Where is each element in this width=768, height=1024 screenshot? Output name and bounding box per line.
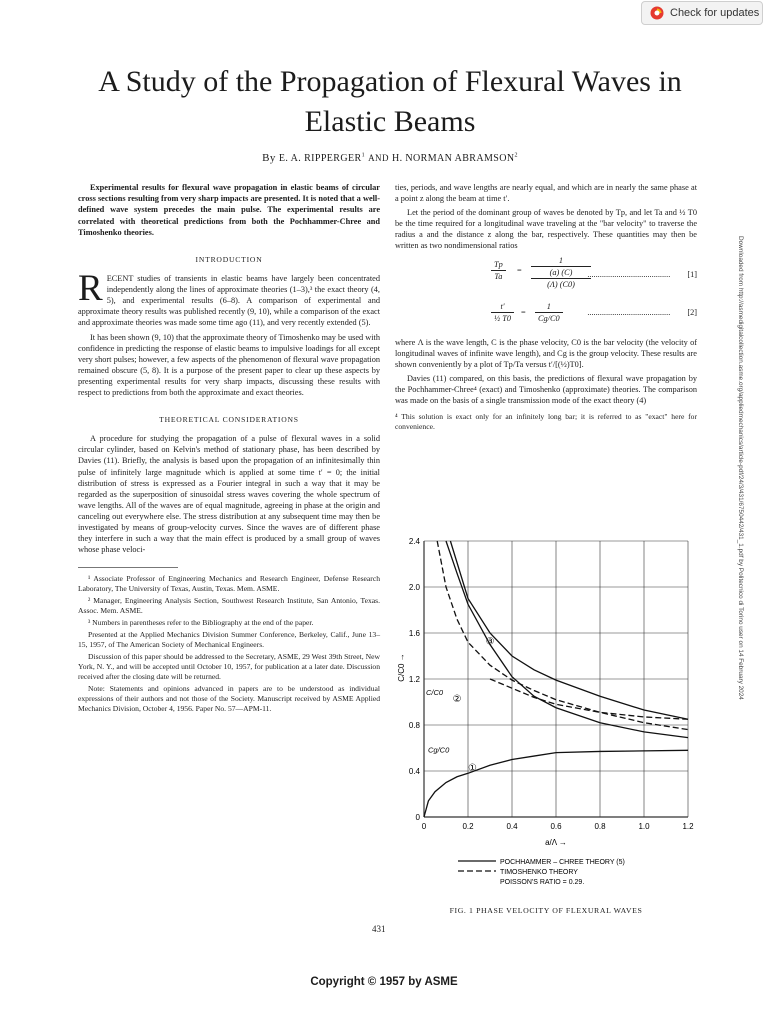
eq1-inner-denominator: (Λ) (C0): [547, 279, 575, 289]
footnotes: [78, 574, 380, 714]
disclaimer-note: Note: Statements and opinions advanced in papers are to be understood as individual expressions of their authors and not those of the Society. Manuscript received by ASME Applied Mechanics Division, October 4, 1956. Paper No. 57—APM-11.: [78, 684, 380, 714]
y-tick-label: 0.4: [408, 767, 420, 776]
eq2-lhs-numerator: t′: [491, 301, 514, 313]
eq2-rhs: [535, 301, 563, 324]
right-paragraph-2: Let the period of the dominant group of waves be denoted by Tp, and let Ta and ½ T0 be the time required for a longitudinal wave traveling at the "bar velocity" to traverse the radius a and the distance z along the bar, respectively. These quantities may then be written as two nondimensional ratios: [395, 208, 697, 251]
series-line-3: [446, 541, 688, 738]
introduction-paragraph-2: It has been shown (9, 10) that the approximate theory of Timoshenko may be used with confidence in predicting the response of elastic beams to impulsive loadings for all except very short pulses; however, a few aspects of the phenomenon of flexural wave propagation remained obscure (5, 8). It is a purpose of the present paper to clear up these aspects by presenting experimental results for very sharp impacts, discussing these results with respect to predictions from both the approximate and exact theories.: [78, 332, 380, 398]
series-line-2: [437, 541, 688, 730]
eq2-leader: ........................................ [2]: [587, 307, 697, 317]
eq1-numerator: 1: [531, 255, 591, 267]
equation-2: [395, 299, 697, 337]
eq2-equals: =: [521, 307, 526, 317]
crossmark-icon: [650, 6, 664, 20]
figure-caption: FIG. 1 PHASE VELOCITY OF FLEXURAL WAVES: [449, 906, 643, 915]
x-tick-label: 1.2: [682, 822, 694, 831]
right-paragraph-4: Davies (11) compared, on this basis, the predictions of flexural wave propagation by the Pochhammer-Chree⁴ (exact) and Timoshenko (approximate) theories. The comparison was made on the basis of a single transmission mode of the exact theory (4): [395, 373, 697, 406]
curve-label-cg: Cg/C0: [428, 745, 450, 755]
check-for-updates-label: Check for updates: [670, 7, 760, 19]
curve-label-2: ②: [452, 694, 462, 705]
eq2-numerator: 1: [535, 301, 563, 313]
curve-label-1: ①: [468, 763, 477, 774]
byline-and: AND: [368, 153, 389, 163]
download-note: Downloaded from http://asmedigitalcollection.asme.org/appliedmechanics/article-pdf/24/3/431/6750442/431_1.pdf by Politecnico di Torino user on 14 February 2024: [737, 236, 744, 700]
curve-label-3: ③: [485, 636, 495, 648]
y-axis-label: C/C0 →: [397, 653, 406, 682]
right-paragraph-3: where Λ is the wave length, C is the phase velocity, C0 is the bar velocity (the velocity of longitudinal waves of infinite wave length), and Cg is the group velocity. These results are shown conveniently by a plot of Tp/Ta versus t′/[(½)T0].: [395, 337, 697, 369]
y-tick-label: 1.6: [408, 629, 420, 638]
footnote-4: ⁴ This solution is exact only for an infinitely long bar; it is referred to as "exact" here for convenience.: [395, 412, 697, 432]
byline-by: By: [262, 152, 276, 164]
theory-heading: THEORETICAL CONSIDERATIONS: [159, 415, 299, 425]
eq1-rhs: [531, 255, 591, 290]
footnote-3: ³ Numbers in parentheses refer to the Bibliography at the end of the paper.: [88, 618, 314, 628]
introduction-paragraph-1: [78, 268, 380, 328]
page-number: 431: [372, 924, 386, 934]
y-tick-label: 2.4: [408, 537, 420, 546]
legend-note: POISSON'S RATIO = 0.29.: [500, 879, 585, 886]
x-tick-label: 1.0: [638, 822, 650, 831]
author-2-footnote-marker: 2: [514, 152, 518, 159]
abstract: [78, 182, 380, 238]
eq2-lhs-denominator: ½ T0: [494, 313, 512, 323]
x-tick-label: 0.6: [550, 822, 562, 831]
footnote-rule: [78, 567, 178, 574]
eq1-lhs-denominator: Ta: [494, 271, 503, 281]
byline: [60, 152, 720, 164]
footnote-1: ¹ Associate Professor of Engineering Mechanics and Research Engineer, Defense Research Laboratory, The University of Texas, Austin, Texas. Mem. ASME.: [78, 574, 380, 594]
introduction-paragraph-1-text: ECENT studies of transients in elastic beams have largely been concentrated independently along the lines of approximate theories (1–3),³ the exact theory (4, 5), and experimental results (6–8). A comparison of experimental and approximate theory results was published recently (9, 10), while a comparison of the exact and approximate theories was made some time ago (11), and very recently extended (5).: [78, 274, 380, 328]
legend-dashed-label: TIMOSHENKO THEORY: [500, 869, 578, 876]
author-1: E. A. RIPPERGER: [278, 153, 362, 164]
check-for-updates-button[interactable]: [641, 1, 763, 25]
x-tick-label: 0.8: [594, 822, 606, 831]
series-line-4: [450, 541, 688, 719]
eq1-equals: =: [517, 265, 522, 275]
phase-velocity-chart: [396, 533, 696, 903]
author-1-footnote-marker: 1: [361, 152, 365, 159]
x-tick-label: 0: [421, 822, 427, 831]
eq1-lhs: [491, 259, 506, 282]
copyright-notice: Copyright © 1957 by ASME: [310, 976, 458, 988]
eq1-inner-numerator: (a) (C): [531, 267, 591, 279]
x-tick-label: 0.2: [462, 822, 474, 831]
eq1-lhs-numerator: Tp: [491, 259, 506, 271]
x-axis-label: a/Λ →: [545, 838, 567, 847]
abstract-text: Experimental results for flexural wave propagation in elastic beams of circular cross sections resulting from very sharp impacts are presented. It is noted that a well-defined wave system precedes the main pulse. The experimental results are correlated with theoretical predictions from both the Pochhammer-Chree and Timoshenko theories.: [78, 183, 380, 237]
discussion-note: Discussion of this paper should be addressed to the Secretary, ASME, 29 West 39th Street, New York, N. Y., and will be accepted until October 10, 1957, for publication at a later date. Discussion received after the closing date will be returned.: [78, 652, 380, 682]
y-tick-label: 0.8: [408, 721, 420, 730]
paper-title: A Study of the Propagation of Flexural Waves in Elastic Beams: [98, 65, 682, 138]
eq2-lhs: [491, 301, 514, 324]
equation-1: [395, 255, 697, 299]
presentation-note: Presented at the Applied Mechanics Division Summer Conference, Berkeley, Calif., June 13–15, 1957, of The American Society of Mechanical Engineers.: [78, 630, 380, 650]
right-column: [395, 182, 697, 432]
right-paragraph-1: ties, periods, and wave lengths are nearly equal, and which are in nearly the same phase at a point z along the beam at time t′.: [395, 183, 697, 204]
footnote-2: ² Manager, Engineering Analysis Section, Southwest Research Institute, San Antonio, Texas. Assoc. Mem. ASME.: [78, 596, 380, 616]
x-tick-label: 0.4: [506, 822, 518, 831]
eq1-number: [1]: [687, 269, 697, 279]
theory-paragraph-1: A procedure for studying the propagation of a pulse of flexural waves in a solid circular cylinder, based on Kelvin's method of stationary phase, has been described by Davies (11). Briefly, the analysis is based upon the propagation of an infinitesimally thin pulse of infinitely large magnitude which is applied at some time t′ = 0; the initial distribution of stress is expressed as a Fourier integral in such a way that it may be regarded as the superposition of sinusoidal stress waves covering the whole spectrum of wave lengths. All of the waves are of equal magnitude, agreeing in phase at the origin and canceling out everywhere else. The stress distribution at any subsequent time may then be investigated by means of group-velocity curves. Since the waves are of different phase they interfere in such a way that the main effect is produced by a small group of waves whose phase veloci-: [78, 434, 380, 555]
eq2-denominator: Cg/C0: [538, 313, 560, 323]
eq2-number: [2]: [687, 307, 697, 317]
author-2: H. NORMAN ABRAMSON: [392, 153, 515, 164]
left-column: [78, 182, 380, 716]
y-tick-label: 1.2: [408, 675, 420, 684]
curve-label-c: C/C0: [426, 688, 444, 698]
y-tick-label: 2.0: [408, 583, 420, 592]
introduction-heading: INTRODUCTION: [195, 255, 263, 265]
legend-solid-label: POCHHAMMER – CHREE THEORY (5): [500, 859, 625, 866]
drop-cap: R: [78, 268, 103, 310]
eq1-leader: ........................................ [1]: [587, 269, 697, 279]
y-tick-label: 0: [415, 813, 420, 822]
